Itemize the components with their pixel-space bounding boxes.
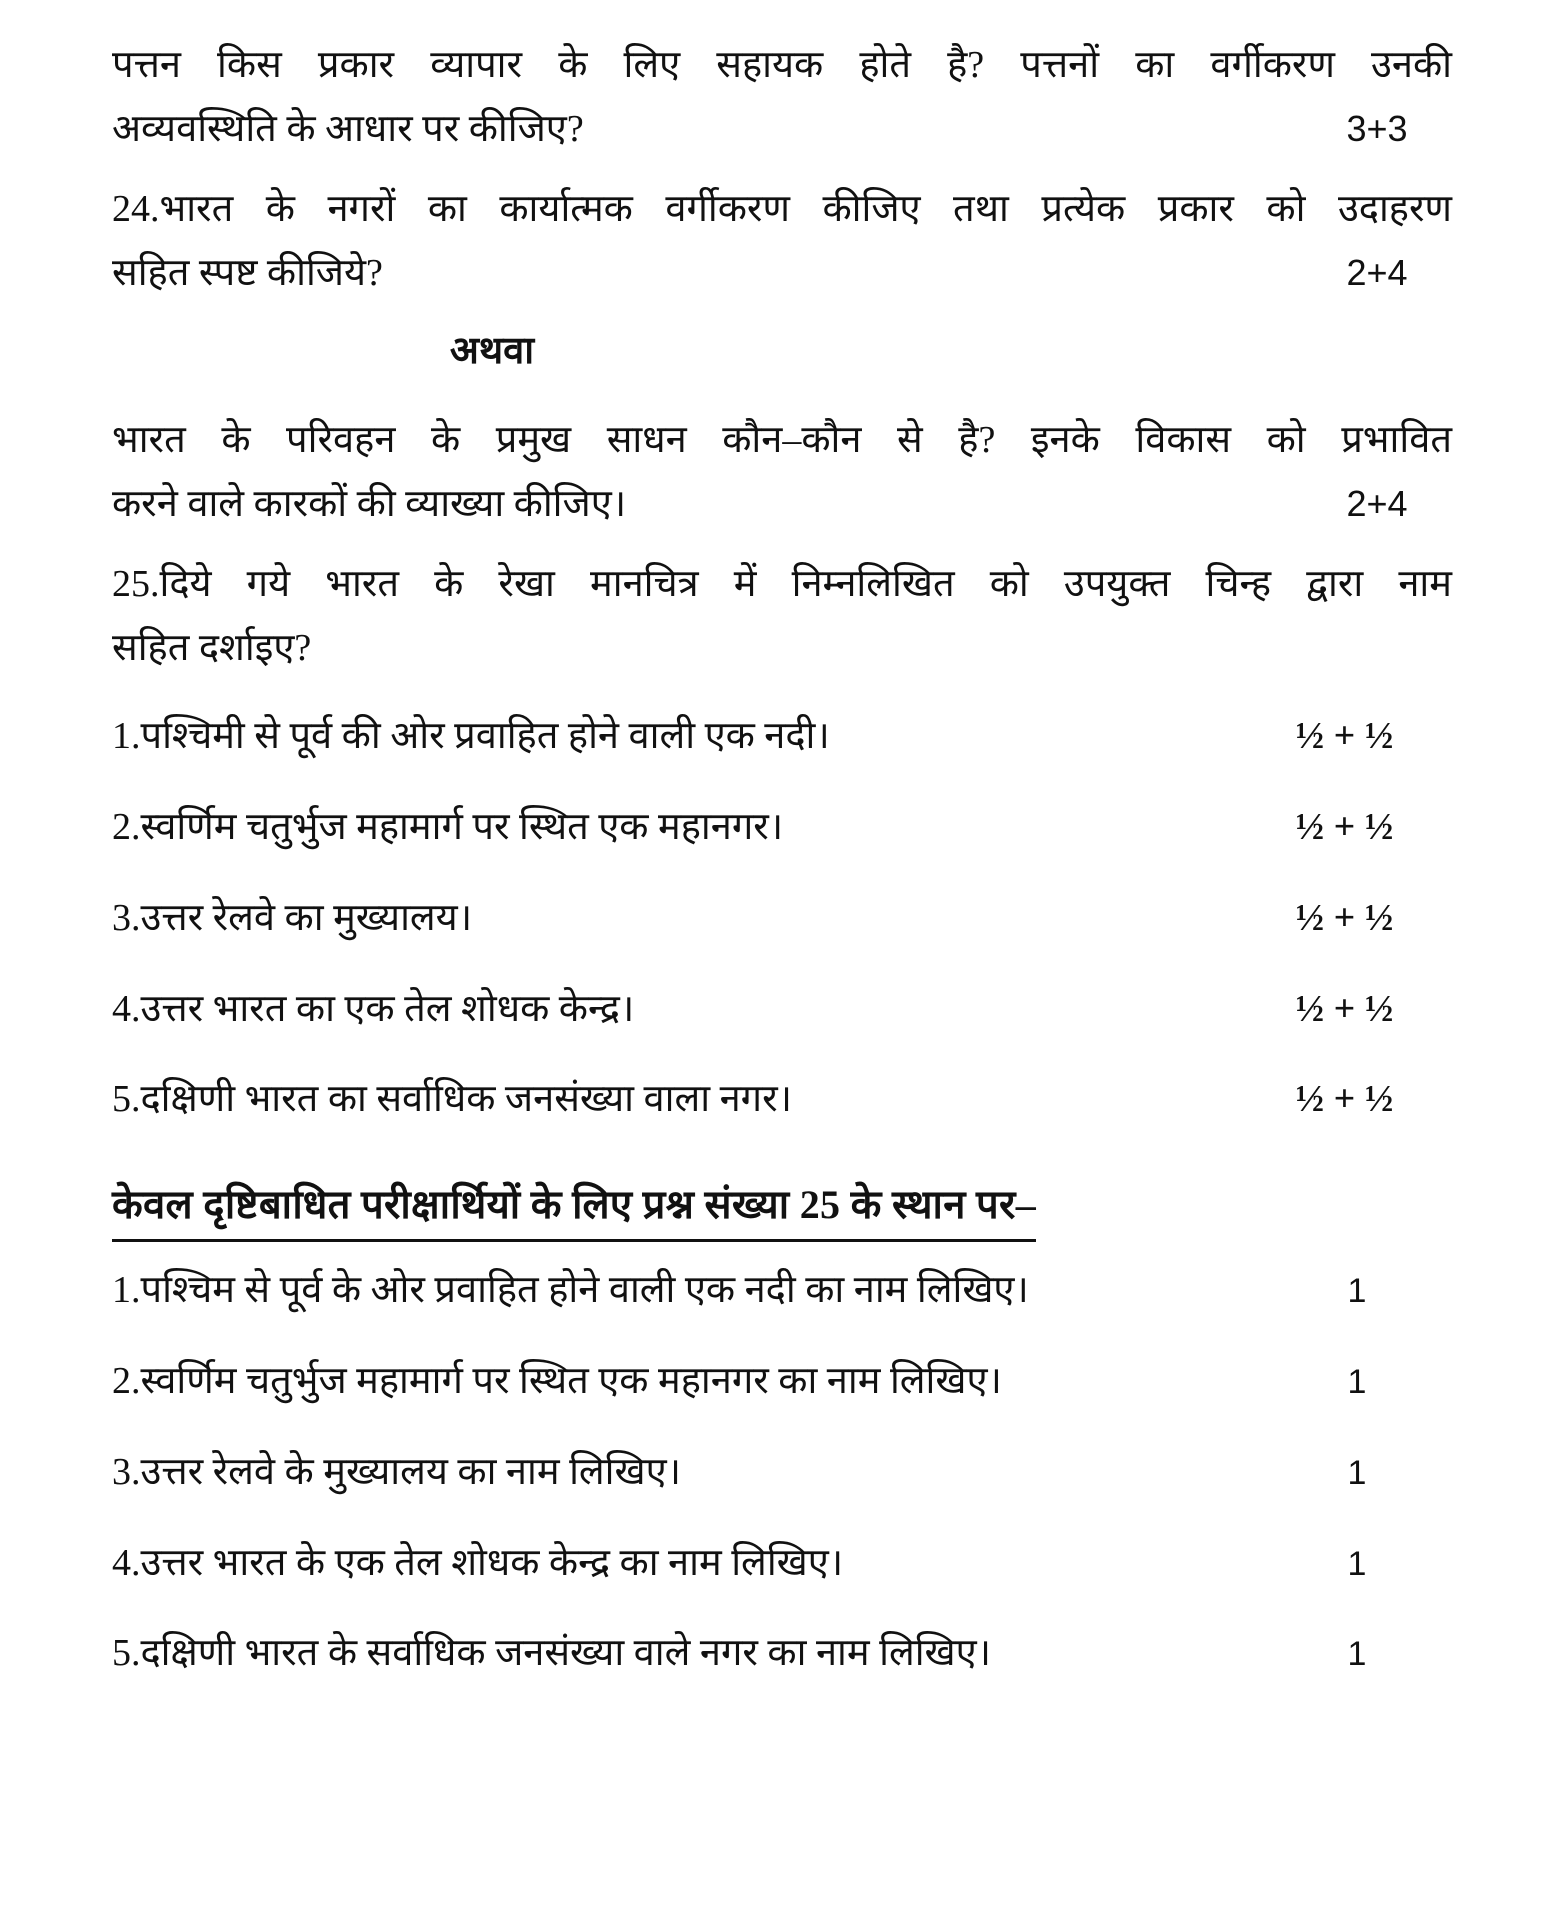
list-item (112, 1260, 1452, 1321)
q23-line-2: अव्यवस्थिति के आधार पर कीजिए? (112, 108, 584, 151)
vi-item-4-text: 4.उत्तर भारत के एक तेल शोधक केन्द्र का नाम लिखिए। (112, 1541, 844, 1584)
q25-item-2-marks: ½ + ½ (1295, 806, 1394, 849)
q25-item-3-marks: ½ + ½ (1295, 896, 1394, 939)
vi-item-4-marks: 1 (1347, 1544, 1367, 1583)
q25-item-5-marks: ½ + ½ (1295, 1078, 1394, 1121)
question-23-continuation-block (112, 34, 1452, 162)
list-item (112, 888, 1452, 949)
q24-alt-marks: 2+4 (1346, 482, 1408, 524)
q25-item-1-marks: ½ + ½ (1295, 715, 1394, 758)
vi-item-2-text: 2.स्वर्णिम चतुर्भुज महामार्ग पर स्थित एक महानगर का नाम लिखिए। (112, 1360, 1002, 1403)
question-24-block (112, 178, 1452, 306)
list-item (112, 1623, 1452, 1684)
list-item (112, 1442, 1452, 1503)
list-item (112, 706, 1452, 767)
q24-alt-line-1: भारत के परिवहन के प्रमुख साधन कौन–कौन से है? इनके विकास को प्रभावित (112, 418, 1452, 461)
list-item (112, 1533, 1452, 1594)
alternative-label: अथवा (449, 330, 535, 373)
list-item (112, 979, 1452, 1040)
q24-alt-line-2: करने वाले कारकों की व्याख्या कीजिए। (112, 482, 627, 525)
q23-line-2-row (112, 97, 1452, 162)
vi-item-2-marks: 1 (1347, 1363, 1367, 1402)
vi-item-1-marks: 1 (1347, 1272, 1367, 1311)
vi-item-5-text: 5.दक्षिणी भारत के सर्वाधिक जनसंख्या वाले नगर का नाम लिखिए। (112, 1632, 992, 1675)
page-content (112, 34, 1452, 1714)
q24-line-1: 24.भारत के नगरों का कार्यात्मक वर्गीकरण कीजिए तथा प्रत्येक प्रकार को उदाहरण (112, 187, 1452, 230)
q24-line-2: सहित स्पष्ट कीजिये? (112, 251, 383, 294)
q25-item-1-text: 1.पश्चिमी से पूर्व की ओर प्रवाहित होने वाली एक नदी। (112, 715, 830, 758)
q23-marks: 3+3 (1346, 108, 1408, 150)
q25-item-5-text: 5.दक्षिणी भारत का सर्वाधिक जनसंख्या वाला नगर। (112, 1078, 793, 1121)
list-item (112, 1069, 1452, 1130)
q25-line-2: सहित दर्शाइए? (112, 626, 312, 669)
vi-item-3-text: 3.उत्तर रेलवे के मुख्यालय का नाम लिखिए। (112, 1450, 682, 1493)
alternative-label-block (112, 321, 1452, 383)
question-25-block (112, 553, 1452, 681)
visually-impaired-heading: केवल दृष्टिबाधित परीक्षार्थियों के लिए प्रश्न संख्या 25 के स्थान पर– (112, 1174, 1036, 1242)
q23-line-1: पत्तन किस प्रकार व्यापार के लिए सहायक होते है? पत्तनों का वर्गीकरण उनकी (112, 44, 1452, 86)
q24-marks: 2+4 (1346, 251, 1408, 293)
question-24-alternative-block (112, 409, 1452, 537)
q25-line-1: 25.दिये गये भारत के रेखा मानचित्र में निम्नलिखित को उपयुक्त चिन्ह द्वारा नाम (112, 562, 1452, 605)
q24-alt-line-2-row (112, 472, 1452, 537)
list-item (112, 797, 1452, 858)
vi-item-1-text: 1.पश्चिम से पूर्व के ओर प्रवाहित होने वाली एक नदी का नाम लिखिए। (112, 1269, 1029, 1312)
visually-impaired-heading-wrap (112, 1160, 1452, 1260)
q25-item-4-text: 4.उत्तर भारत का एक तेल शोधक केन्द्र। (112, 987, 635, 1030)
list-item (112, 1351, 1452, 1412)
q25-item-3-text: 3.उत्तर रेलवे का मुख्यालय। (112, 896, 473, 939)
vi-item-5-marks: 1 (1347, 1635, 1367, 1674)
q25-item-4-marks: ½ + ½ (1295, 987, 1394, 1030)
visually-impaired-items (112, 1260, 1452, 1684)
q24-line-2-row (112, 241, 1452, 306)
q25-line-2-row (112, 616, 1452, 681)
vi-item-3-marks: 1 (1347, 1453, 1367, 1492)
question-25-items (112, 706, 1452, 1130)
q25-item-2-text: 2.स्वर्णिम चतुर्भुज महामार्ग पर स्थित एक महानगर। (112, 806, 784, 849)
